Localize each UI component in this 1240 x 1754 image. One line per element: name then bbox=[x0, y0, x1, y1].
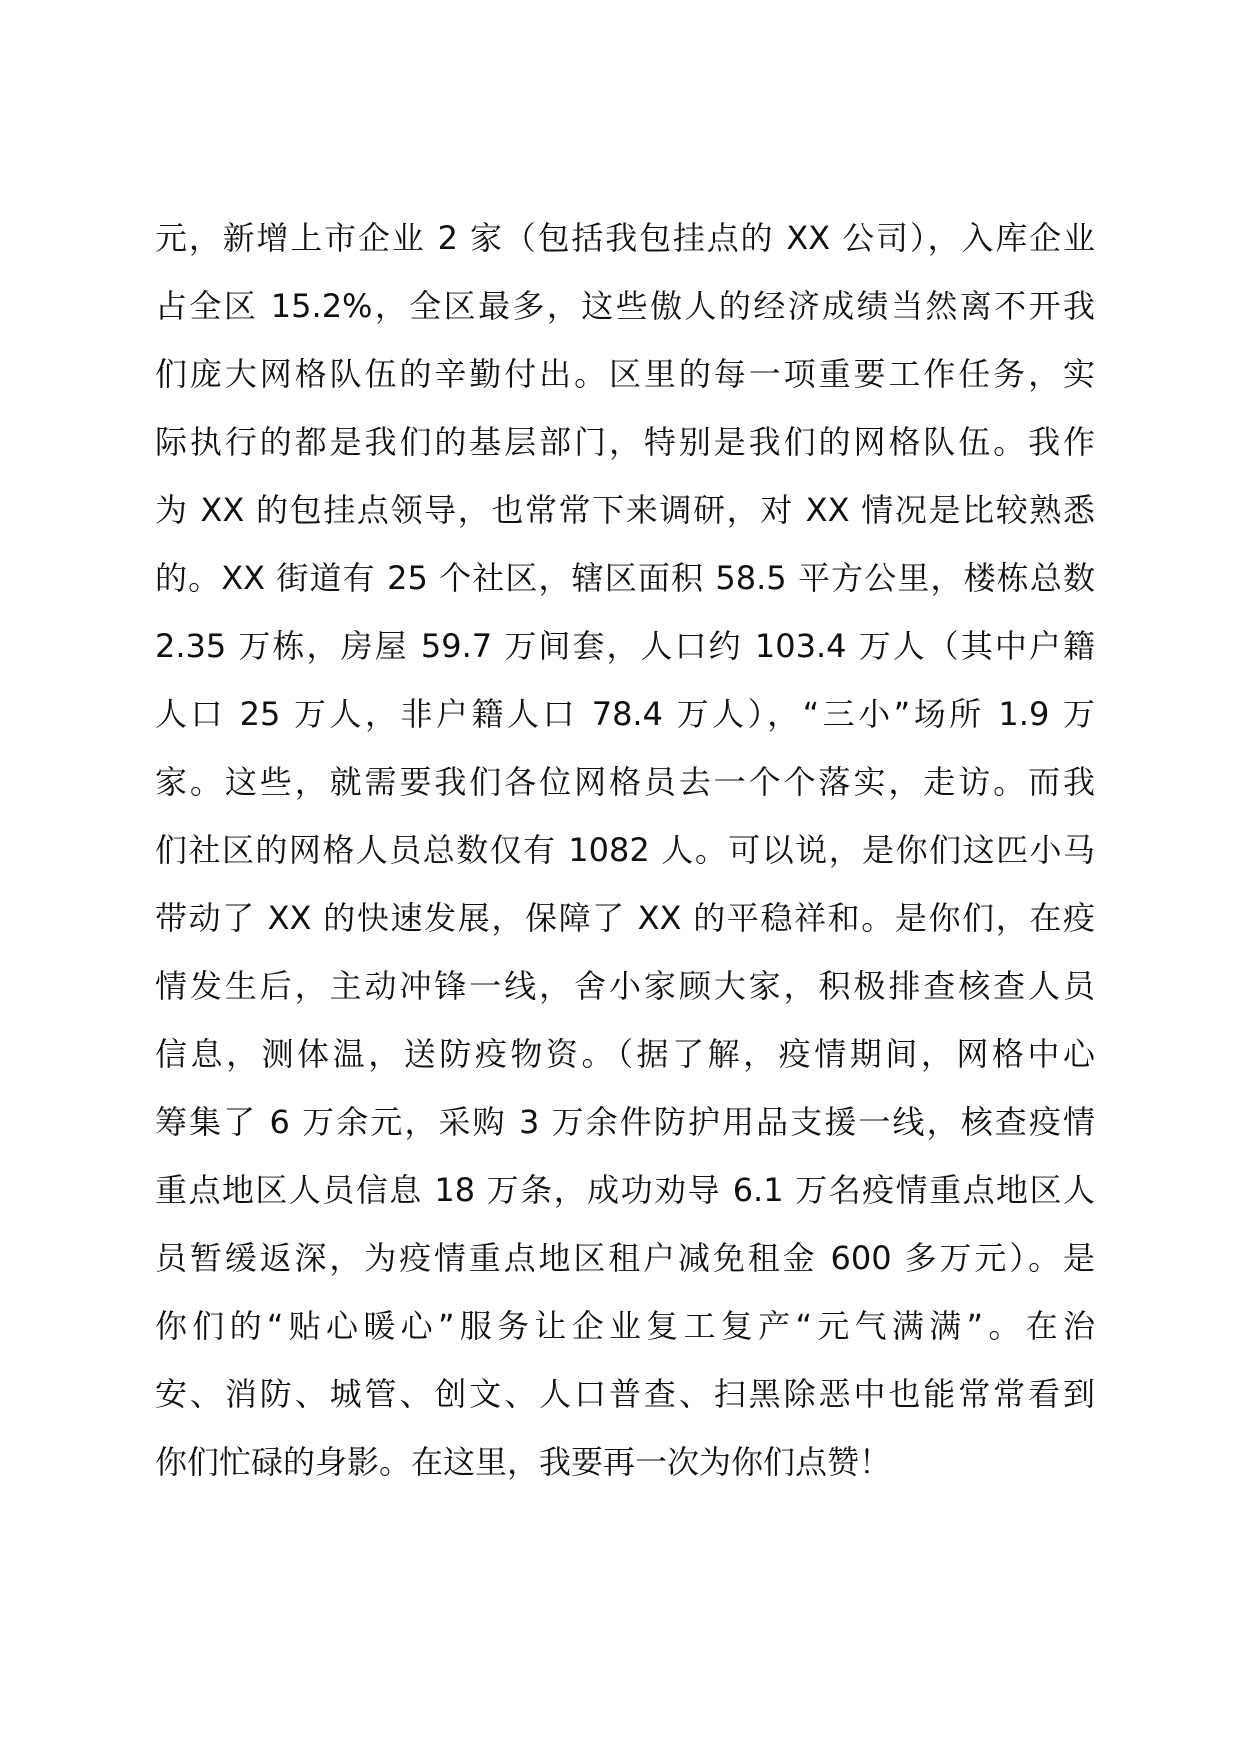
text-line: 们社区的网格人员总数仅有 1082 人。可以说，是你们这匹小马 bbox=[155, 831, 1095, 869]
text-line: 安、消防、城管、创文、人口普查、扫黑除恶中也能常常看到 bbox=[155, 1375, 1095, 1413]
text-line: 2.35 万栋，房屋 59.7 万间套，人口约 103.4 万人（其中户籍 bbox=[155, 627, 1095, 665]
text-line: 人口 25 万人，非户籍人口 78.4 万人），“三小”场所 1.9 万 bbox=[155, 695, 1095, 733]
text-line: 际执行的都是我们的基层部门，特别是我们的网格队伍。我作 bbox=[155, 423, 1095, 461]
text-line: 信息，测体温，送防疫物资。（据了解，疫情期间，网格中心 bbox=[155, 1035, 1095, 1073]
text-line: 员暂缓返深，为疫情重点地区租户减免租金 600 多万元）。是 bbox=[155, 1239, 1095, 1277]
text-line-last: 你们忙碌的身影。在这里，我要再一次为你们点赞！ bbox=[155, 1443, 892, 1481]
text-line: 情发生后，主动冲锋一线，舍小家顾大家，积极排查核查人员 bbox=[155, 967, 1095, 1005]
text-line: 的。XX 街道有 25 个社区，辖区面积 58.5 平方公里，楼栋总数 bbox=[155, 559, 1095, 597]
text-line: 你们的“贴心暖心”服务让企业复工复产“元气满满”。在治 bbox=[155, 1307, 1095, 1345]
body-paragraph bbox=[155, 204, 1095, 1496]
text-line: 们庞大网格队伍的辛勤付出。区里的每一项重要工作任务，实 bbox=[155, 355, 1095, 393]
text-line: 家。这些，就需要我们各位网格员去一个个落实，走访。而我 bbox=[155, 763, 1095, 801]
text-line: 为 XX 的包挂点领导，也常常下来调研，对 XX 情况是比较熟悉 bbox=[155, 491, 1095, 529]
text-line: 筹集了 6 万余元，采购 3 万余件防护用品支援一线，核查疫情 bbox=[155, 1103, 1095, 1141]
text-line: 元，新增上市企业 2 家（包括我包挂点的 XX 公司），入库企业 bbox=[155, 219, 1095, 257]
text-line: 占全区 15.2%，全区最多，这些傲人的经济成绩当然离不开我 bbox=[155, 287, 1095, 325]
text-line: 重点地区人员信息 18 万条，成功劝导 6.1 万名疫情重点地区人 bbox=[155, 1171, 1095, 1209]
text-line: 带动了 XX 的快速发展，保障了 XX 的平稳祥和。是你们，在疫 bbox=[155, 899, 1095, 937]
